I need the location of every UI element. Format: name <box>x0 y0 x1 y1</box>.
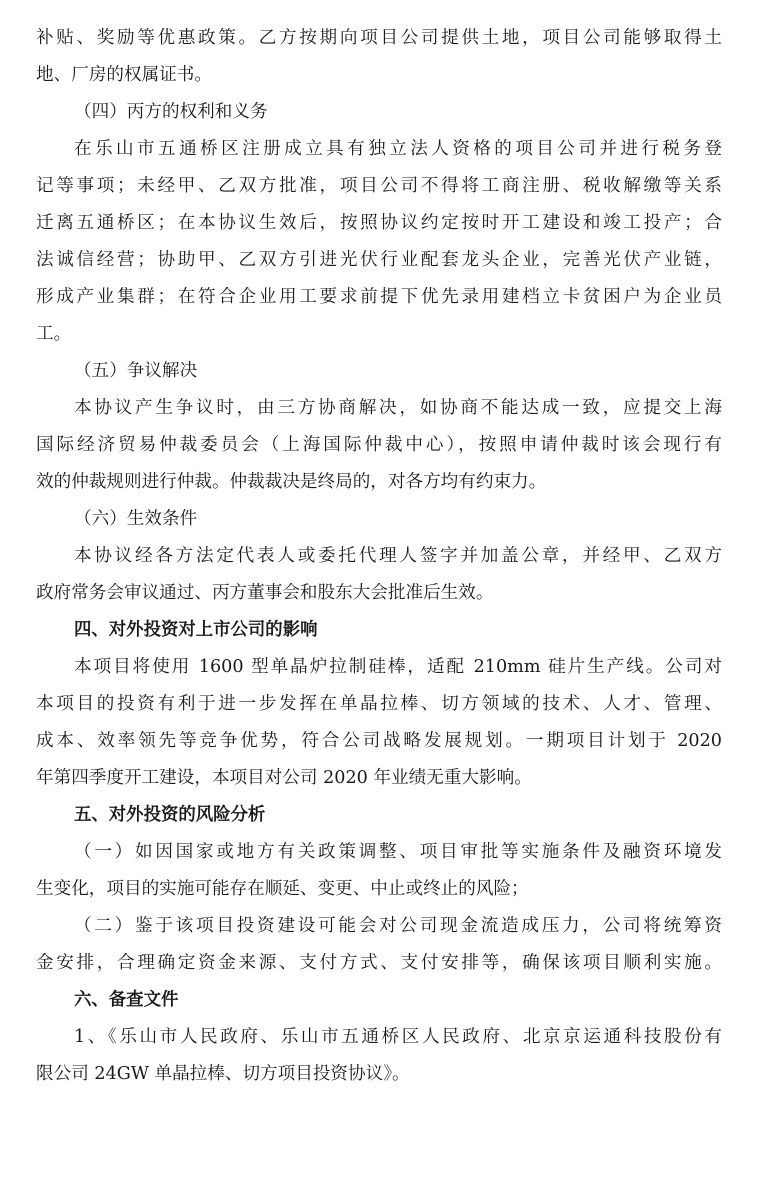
text-line: 地、厂房的权属证书。 <box>36 65 212 85</box>
text-line: 记等事项；未经甲、乙双方批准，项目公司不得将工商注册、税收解缴等关系 <box>36 176 722 196</box>
text-line: 本项目将使用 1600 型单晶炉拉制硅棒，适配 210mm 硅片生产线。公司对 <box>74 657 722 677</box>
text-line: 金安排，合理确定资金来源、支付方式、支付安排等，确保该项目顺利实施。 <box>36 953 722 973</box>
text-line: 限公司 24GW 单晶拉棒、切方项目投资协议》。 <box>36 1064 410 1084</box>
text-line: 形成产业集群；在符合企业用工要求前提下优先录用建档立卡贫困户为企业员 <box>36 287 722 307</box>
text-line: 迁离五通桥区；在本协议生效后，按照协议约定按时开工建设和竣工投产；合 <box>36 213 722 233</box>
text-line: 政府常务会审议通过、丙方董事会和股东大会批准后生效。 <box>36 583 494 603</box>
document-body <box>36 20 722 1093</box>
text-line: 工。 <box>36 324 72 344</box>
text-line: 法诚信经营；协助甲、乙双方引进光伏行业配套龙头企业，完善光伏产业链， <box>36 250 722 270</box>
text-line: 本项目的投资有利于进一步发挥在单晶拉棒、切方领域的技术、人才、管理、 <box>36 694 722 714</box>
section-heading: 六、备查文件 <box>74 990 179 1010</box>
section-heading: 四、对外投资对上市公司的影响 <box>74 620 318 640</box>
text-line: 本协议经各方法定代表人或委托代理人签字并加盖公章，并经甲、乙双方 <box>74 546 722 566</box>
text-line: 在乐山市五通桥区注册成立具有独立法人资格的项目公司并进行税务登 <box>74 139 722 159</box>
text-line: （二）鉴于该项目投资建设可能会对公司现金流造成压力，公司将统筹资 <box>74 916 722 936</box>
text-line: 补贴、奖励等优惠政策。乙方按期向项目公司提供土地，项目公司能够取得土 <box>36 28 722 48</box>
text-line: 效的仲裁规则进行仲裁。仲裁裁决是终局的，对各方均有约束力。 <box>36 472 547 492</box>
text-line: 年第四季度开工建设，本项目对公司 2020 年业绩无重大影响。 <box>36 768 532 788</box>
text-line: 国际经济贸易仲裁委员会（上海国际仲裁中心），按照申请仲裁时该会现行有 <box>36 435 722 455</box>
text-line: （六）生效条件 <box>74 509 198 529</box>
text-line: 1、《乐山市人民政府、乐山市五通桥区人民政府、北京京运通科技股份有 <box>74 1027 722 1047</box>
text-line: 本协议产生争议时，由三方协商解决，如协商不能达成一致，应提交上海 <box>74 398 722 418</box>
text-line: （五）争议解决 <box>74 361 198 381</box>
text-line: （一）如因国家或地方有关政策调整、项目审批等实施条件及融资环境发 <box>74 842 722 862</box>
text-line: 生变化，项目的实施可能存在顺延、变更、中止或终止的风险； <box>36 879 529 899</box>
text-line: （四）丙方的权利和义务 <box>74 102 268 122</box>
section-heading: 五、对外投资的风险分析 <box>74 805 266 825</box>
text-line: 成本、效率领先等竞争优势，符合公司战略发展规划。一期项目计划于 2020 <box>36 731 722 751</box>
